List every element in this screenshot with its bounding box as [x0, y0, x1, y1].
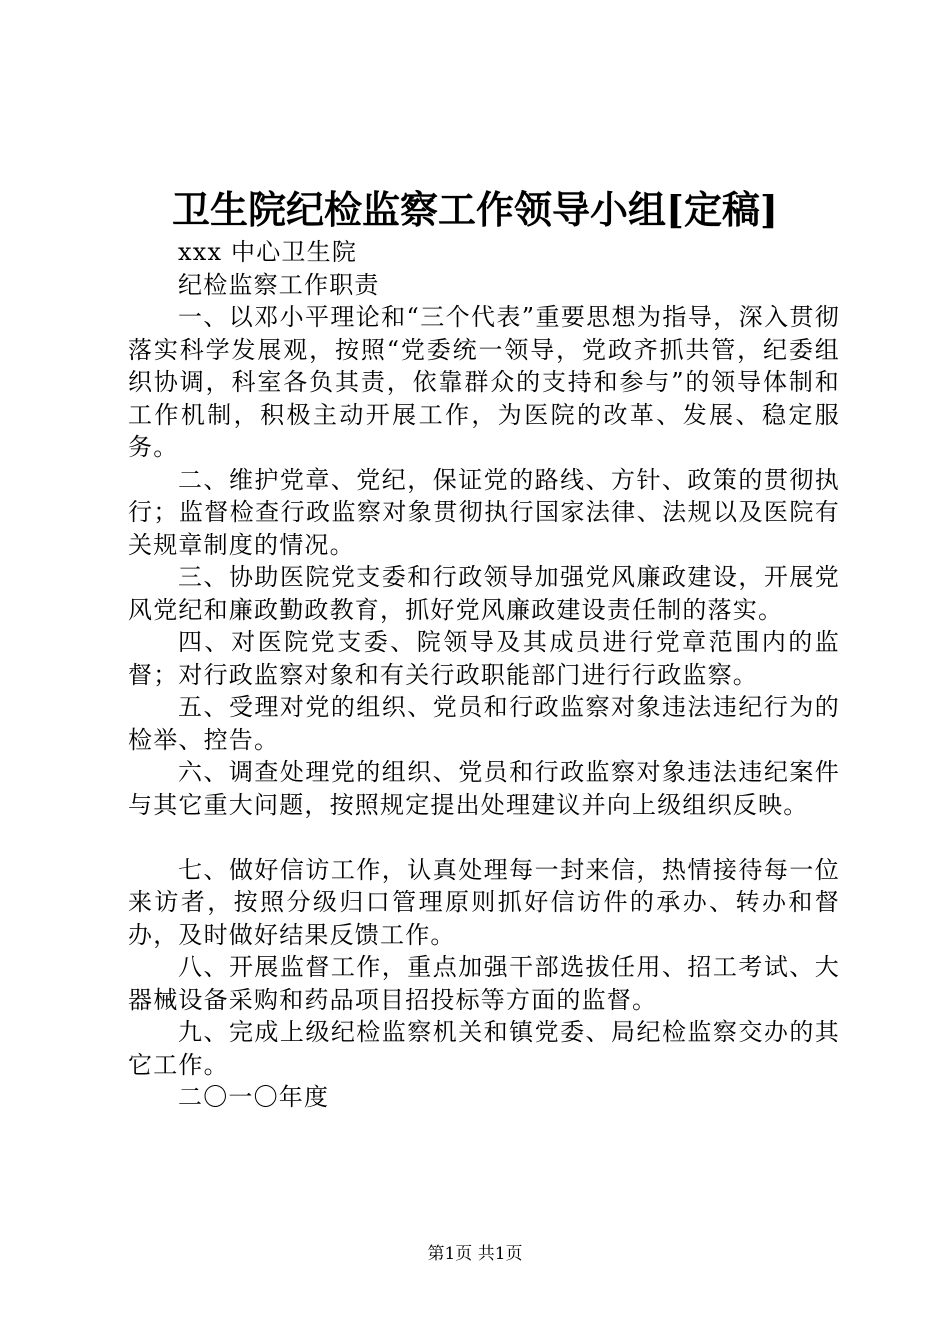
page-footer: 第1页 共1页	[427, 1244, 523, 1264]
paragraph-1: 一、以邓小平理论和“三个代表”重要思想为指导，深入贯彻落实科学发展观，按照“党委统一领导，党政齐抓共管，纪委组织协调，科室各负其责，依靠群众的支持和参与”的领导体制和工作机制，积极主动开展工作，为医院的改革、发展、稳定服务。	[128, 303, 840, 461]
paragraph-4: 四、对医院党支委、院领导及其成员进行党章范围内的监督；对行政监察对象和有关行政职能部门进行行政监察。	[128, 628, 840, 689]
org-line: xxx 中心卫生院	[178, 238, 358, 266]
paragraph-2: 二、维护党章、党纪，保证党的路线、方针、政策的贯彻执行；监督检查行政监察对象贯彻执行国家法律、法规以及医院有关规章制度的情况。	[128, 465, 840, 559]
paragraph-3: 三、协助医院党支委和行政领导加强党风廉政建设，开展党风党纪和廉政勤政教育，抓好党风廉政建设责任制的落实。	[128, 563, 840, 624]
paragraph-8: 八、开展监督工作，重点加强干部选拔任用、招工考试、大器械设备采购和药品项目招投标等方面的监督。	[128, 953, 840, 1014]
paragraph-gap	[128, 821, 840, 854]
document-title: 卫生院纪检监察工作领导小组[定稿]	[172, 187, 778, 232]
paragraph-9: 九、完成上级纪检监察机关和镇党委、局纪检监察交办的其它工作。	[128, 1018, 840, 1079]
section-heading: 纪检监察工作职责	[178, 270, 380, 299]
paragraph-5: 五、受理对党的组织、党员和行政监察对象违法违纪行为的检举、控告。	[128, 693, 840, 754]
document-body	[128, 236, 840, 1114]
date-line: 二〇一〇年度	[178, 1083, 330, 1111]
paragraph-7: 七、做好信访工作，认真处理每一封来信，热情接待每一位来访者，按照分级归口管理原则抓好信访件的承办、转办和督办，及时做好结果反馈工作。	[128, 855, 840, 949]
paragraph-6: 六、调查处理党的组织、党员和行政监察对象违法违纪案件与其它重大问题，按照规定提出处理建议并向上级组织反映。	[128, 758, 840, 819]
